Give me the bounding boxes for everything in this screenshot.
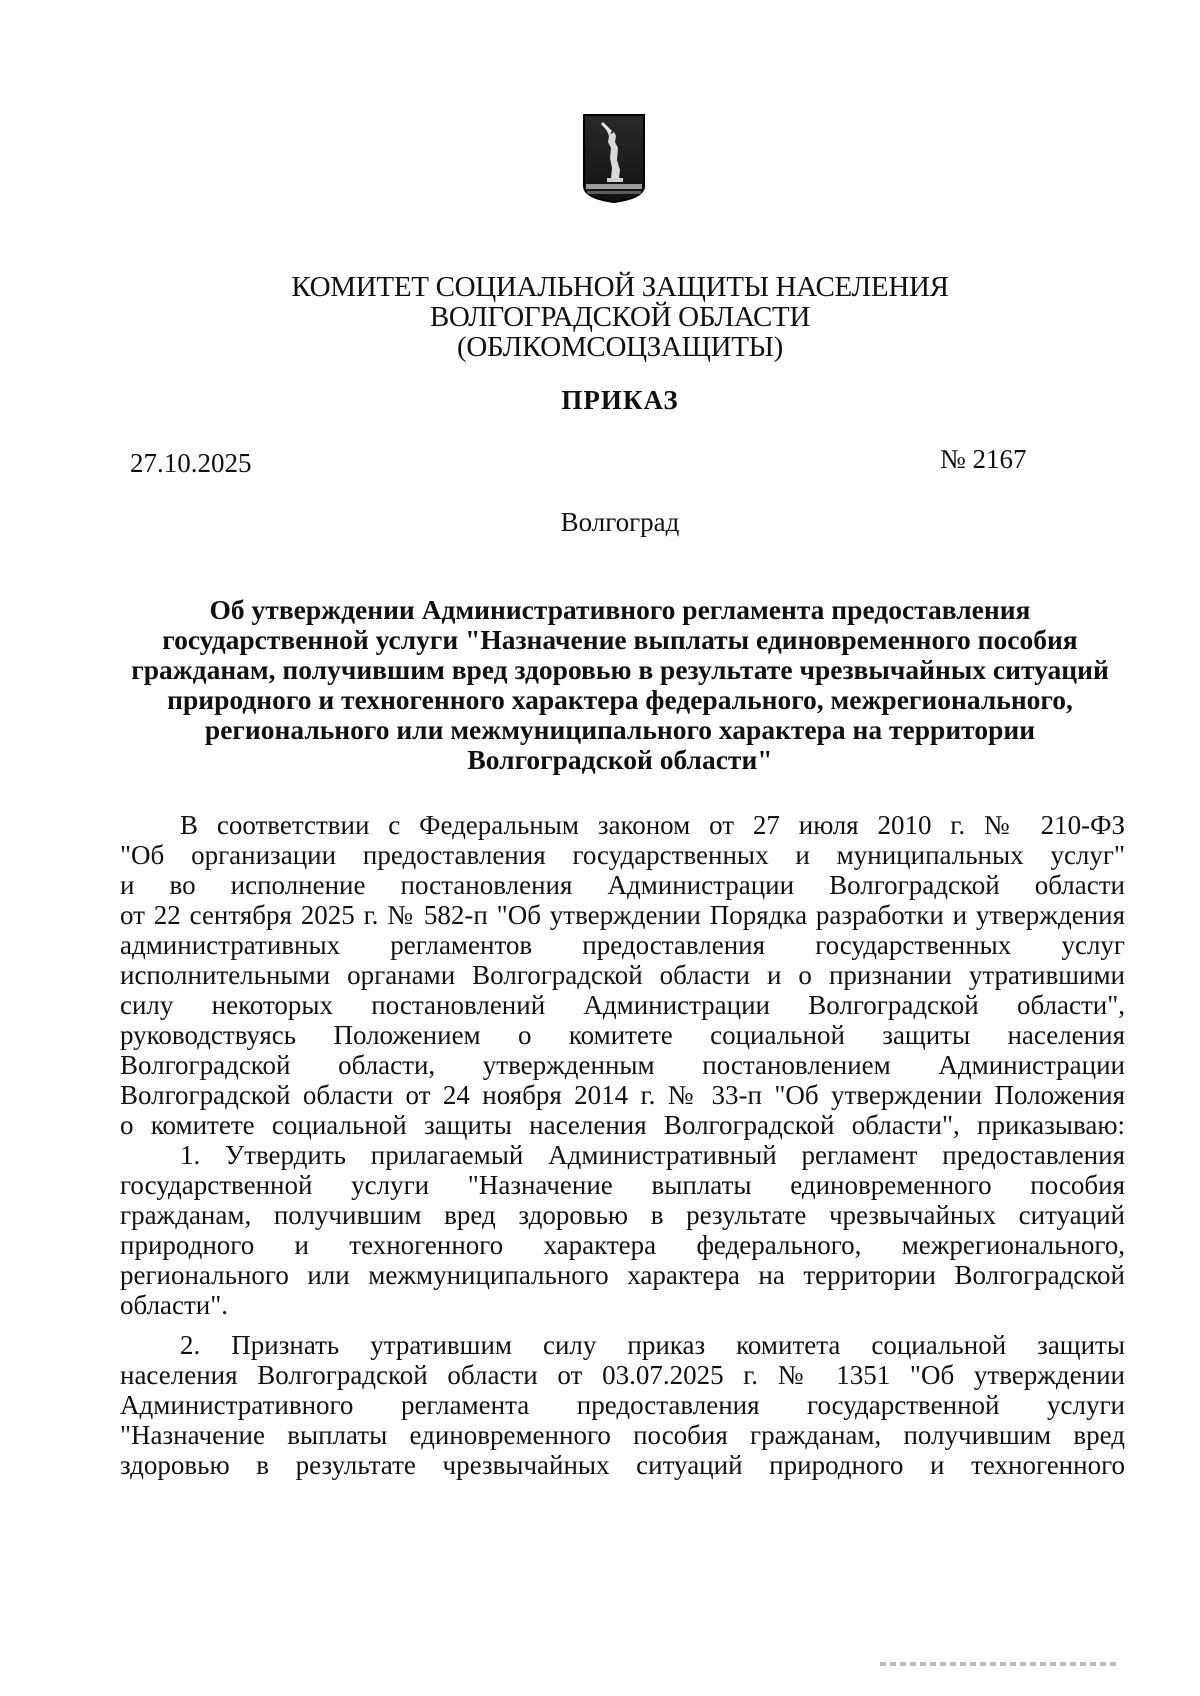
document-title-line: природного и техногенного характера федерального, межрегионального, xyxy=(167,684,1073,715)
body-text-line: населения Волгоградской области от 03.07.2025 г. № 1351 "Об утверждении xyxy=(120,1360,1125,1390)
body-text-line: В соответствии с Федеральным законом от 27 июля 2010 г. № 210-ФЗ xyxy=(180,810,1125,840)
body-text-line: здоровью в результате чрезвычайных ситуаций природного и техногенного xyxy=(120,1450,1125,1480)
body-text-line: силу некоторых постановлений Администрации Волгоградской области", xyxy=(120,990,1125,1020)
volgograd-coat-of-arms-icon xyxy=(581,112,647,204)
organization-name-line-1: КОМИТЕТ СОЦИАЛЬНОЙ ЗАЩИТЫ НАСЕЛЕНИЯ xyxy=(291,271,949,303)
body-text-line: Волгоградской области, утвержденным постановлением Администрации xyxy=(120,1050,1125,1080)
body-text-line: руководствуясь Положением о комитете социальной защиты населения xyxy=(120,1020,1125,1050)
body-text-line: "Назначение выплаты единовременного пособия гражданам, получившим вред xyxy=(120,1420,1125,1450)
document-title-line: Волгоградской области" xyxy=(467,744,773,775)
document-type: ПРИКАЗ xyxy=(561,385,679,415)
body-text-line: 2. Признать утратившим силу приказ комитета социальной защиты xyxy=(180,1330,1125,1360)
body-text-line: от 22 сентября 2025 г. № 582-п "Об утверждении Порядка разработки и утверждения xyxy=(120,900,1125,930)
body-text-line: Волгоградской области от 24 ноября 2014 г. № 33-п "Об утверждении Положения xyxy=(120,1080,1125,1110)
document-number: № 2167 xyxy=(940,444,1027,474)
body-text-line: природного и техногенного характера федерального, межрегионального, xyxy=(120,1230,1125,1260)
document-city: Волгоград xyxy=(560,507,680,537)
document-title-line: государственной услуги "Назначение выплаты единовременного пособия xyxy=(162,624,1078,655)
document-title-line: регионального или межмуниципального характера на территории xyxy=(204,714,1036,745)
organization-name-line-2: ВОЛГОГРАДСКОЙ ОБЛАСТИ xyxy=(429,301,811,333)
body-text-line: государственной услуги "Назначение выплаты единовременного пособия xyxy=(120,1170,1125,1200)
body-text-line: 1. Утвердить прилагаемый Административный регламент предоставления xyxy=(180,1140,1125,1170)
body-text-line: гражданам, получившим вред здоровью в результате чрезвычайных ситуаций xyxy=(120,1200,1125,1230)
body-text-line: и во исполнение постановления Администрации Волгоградской области xyxy=(120,870,1125,900)
body-text-line: "Об организации предоставления государственных и муниципальных услуг" xyxy=(120,840,1125,870)
scan-artifact-divider xyxy=(880,1662,1120,1666)
body-text-line: регионального или межмуниципального характера на территории Волгоградской xyxy=(120,1260,1125,1290)
body-text-line: административных регламентов предоставления государственных услуг xyxy=(120,930,1125,960)
body-text-line: о комитете социальной защиты населения Волгоградской области", приказываю: xyxy=(120,1110,1125,1140)
document-date: 27.10.2025 xyxy=(130,448,252,478)
document-title-line: гражданам, получившим вред здоровью в результате чрезвычайных ситуаций xyxy=(131,654,1109,685)
organization-abbreviation: (ОБЛКОМСОЦЗАЩИТЫ) xyxy=(456,331,783,363)
body-text-line: Административного регламента предоставления государственной услуги xyxy=(120,1390,1125,1420)
document-title-line: Об утверждении Административного регламента предоставления xyxy=(209,594,1031,625)
body-text-line: области". xyxy=(120,1290,229,1320)
body-text-line: исполнительными органами Волгоградской области и о признании утратившими xyxy=(120,960,1125,990)
